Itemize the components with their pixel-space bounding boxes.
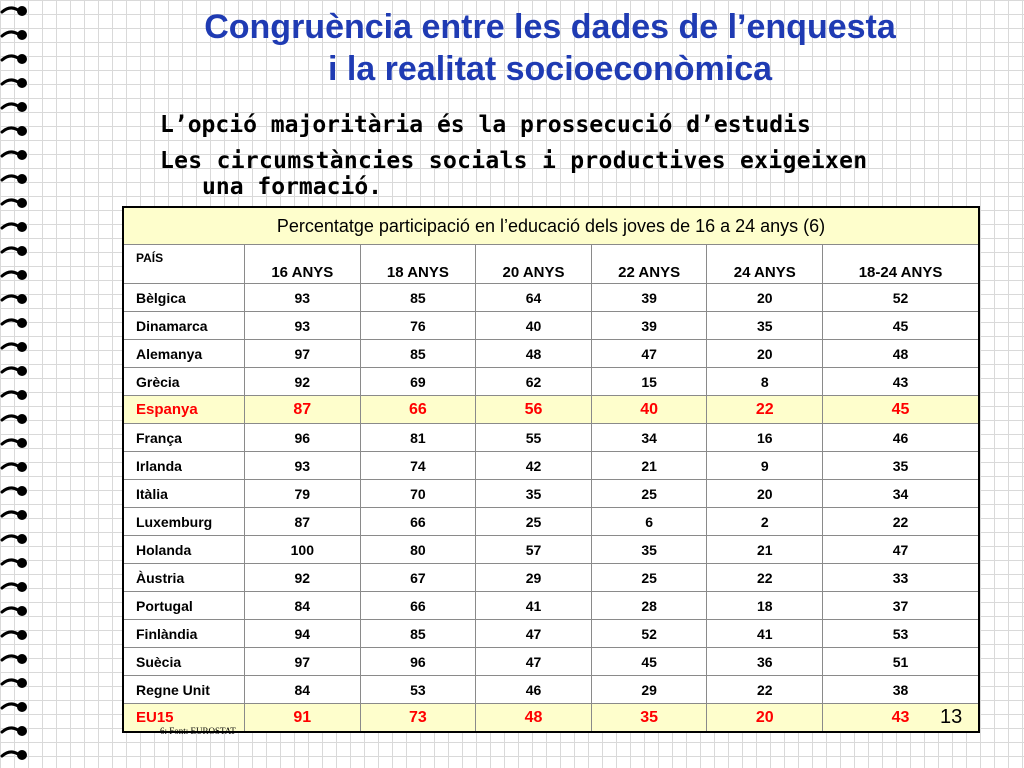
table-row xyxy=(123,704,979,733)
table-row xyxy=(123,368,979,396)
table-caption: Percentatge participació en l’educació dels joves de 16 a 24 anys (6) xyxy=(123,207,979,245)
table-row xyxy=(123,648,979,676)
value-cell: 22 xyxy=(707,676,823,704)
value-cell: 21 xyxy=(707,536,823,564)
spiral-ring xyxy=(2,246,27,256)
title-line-1: Congruència entre les dades de l’enquesta xyxy=(204,8,896,46)
value-cell: 45 xyxy=(591,648,707,676)
spiral-ring xyxy=(2,654,27,664)
bullet-2: Les circumstàncies socials i productives exigeixen xyxy=(160,148,868,174)
value-cell: 94 xyxy=(245,620,361,648)
value-cell: 85 xyxy=(360,620,476,648)
value-cell: 66 xyxy=(360,592,476,620)
value-cell: 43 xyxy=(823,368,979,396)
column-header: 16 ANYS xyxy=(245,245,361,284)
spiral-ring xyxy=(2,54,27,64)
country-cell: Suècia xyxy=(123,648,245,676)
value-cell: 69 xyxy=(360,368,476,396)
value-cell: 39 xyxy=(591,284,707,312)
spiral-ring xyxy=(2,414,27,424)
country-cell: EU15 xyxy=(123,704,245,733)
value-cell: 92 xyxy=(245,564,361,592)
country-cell: Finlàndia xyxy=(123,620,245,648)
title-line-2: i la realitat socioeconòmica xyxy=(327,50,773,88)
value-cell: 80 xyxy=(360,536,476,564)
value-cell: 20 xyxy=(707,704,823,733)
value-cell: 51 xyxy=(823,648,979,676)
value-cell: 29 xyxy=(476,564,592,592)
value-cell: 46 xyxy=(476,676,592,704)
value-cell: 93 xyxy=(245,452,361,480)
column-header: PAÍS xyxy=(123,245,245,284)
spiral-ring xyxy=(2,534,27,544)
value-cell: 85 xyxy=(360,284,476,312)
table-row xyxy=(123,340,979,368)
value-cell: 87 xyxy=(245,396,361,424)
table-caption-row xyxy=(123,207,979,245)
value-cell: 74 xyxy=(360,452,476,480)
spiral-ring xyxy=(2,726,27,736)
column-header: 18-24 ANYS xyxy=(823,245,979,284)
column-header: 24 ANYS xyxy=(707,245,823,284)
value-cell: 21 xyxy=(591,452,707,480)
spiral-ring xyxy=(2,174,27,184)
spiral-ring xyxy=(2,390,27,400)
table-row xyxy=(123,592,979,620)
value-cell: 16 xyxy=(707,424,823,452)
value-cell: 35 xyxy=(823,452,979,480)
value-cell: 41 xyxy=(476,592,592,620)
country-cell: França xyxy=(123,424,245,452)
value-cell: 47 xyxy=(823,536,979,564)
country-cell: Irlanda xyxy=(123,452,245,480)
value-cell: 57 xyxy=(476,536,592,564)
value-cell: 39 xyxy=(591,312,707,340)
country-cell: Alemanya xyxy=(123,340,245,368)
source-footnote: 6: Font: EUROSTAT xyxy=(160,726,236,736)
value-cell: 35 xyxy=(591,704,707,733)
value-cell: 48 xyxy=(476,340,592,368)
value-cell: 42 xyxy=(476,452,592,480)
value-cell: 25 xyxy=(591,564,707,592)
column-header: 18 ANYS xyxy=(360,245,476,284)
value-cell: 85 xyxy=(360,340,476,368)
value-cell: 66 xyxy=(360,396,476,424)
value-cell: 8 xyxy=(707,368,823,396)
value-cell: 47 xyxy=(476,620,592,648)
spiral-ring xyxy=(2,582,27,592)
country-cell: Grècia xyxy=(123,368,245,396)
value-cell: 20 xyxy=(707,480,823,508)
value-cell: 53 xyxy=(360,676,476,704)
value-cell: 22 xyxy=(823,508,979,536)
spiral-ring xyxy=(2,702,27,712)
value-cell: 84 xyxy=(245,676,361,704)
spiral-ring xyxy=(2,126,27,136)
value-cell: 40 xyxy=(591,396,707,424)
country-cell: Portugal xyxy=(123,592,245,620)
value-cell: 41 xyxy=(707,620,823,648)
value-cell: 96 xyxy=(360,648,476,676)
spiral-ring xyxy=(2,510,27,520)
spiral-ring xyxy=(2,342,27,352)
value-cell: 35 xyxy=(707,312,823,340)
value-cell: 55 xyxy=(476,424,592,452)
country-cell: Luxemburg xyxy=(123,508,245,536)
table-row xyxy=(123,424,979,452)
country-cell: Espanya xyxy=(123,396,245,424)
column-header: 22 ANYS xyxy=(591,245,707,284)
value-cell: 67 xyxy=(360,564,476,592)
value-cell: 66 xyxy=(360,508,476,536)
table-row xyxy=(123,312,979,340)
value-cell: 62 xyxy=(476,368,592,396)
value-cell: 38 xyxy=(823,676,979,704)
bullet-2-continuation: una formació. xyxy=(202,174,383,200)
value-cell: 87 xyxy=(245,508,361,536)
spiral-ring xyxy=(2,78,27,88)
value-cell: 48 xyxy=(823,340,979,368)
value-cell: 52 xyxy=(823,284,979,312)
spiral-ring xyxy=(2,366,27,376)
spiral-ring xyxy=(2,606,27,616)
spiral-ring xyxy=(2,558,27,568)
value-cell: 20 xyxy=(707,284,823,312)
value-cell: 52 xyxy=(591,620,707,648)
value-cell: 15 xyxy=(591,368,707,396)
table-row xyxy=(123,396,979,424)
spiral-ring xyxy=(2,750,27,760)
notebook-spiral xyxy=(0,0,34,768)
country-cell: Àustria xyxy=(123,564,245,592)
value-cell: 46 xyxy=(823,424,979,452)
value-cell: 33 xyxy=(823,564,979,592)
value-cell: 48 xyxy=(476,704,592,733)
value-cell: 56 xyxy=(476,396,592,424)
value-cell: 47 xyxy=(476,648,592,676)
value-cell: 2 xyxy=(707,508,823,536)
value-cell: 22 xyxy=(707,396,823,424)
spiral-ring xyxy=(2,30,27,40)
spiral-ring xyxy=(2,486,27,496)
value-cell: 22 xyxy=(707,564,823,592)
table-row xyxy=(123,480,979,508)
value-cell: 35 xyxy=(476,480,592,508)
value-cell: 29 xyxy=(591,676,707,704)
spiral-ring xyxy=(2,102,27,112)
table-row xyxy=(123,620,979,648)
table-row xyxy=(123,452,979,480)
table-row xyxy=(123,284,979,312)
value-cell: 34 xyxy=(591,424,707,452)
page-title xyxy=(120,6,980,90)
country-cell: Regne Unit xyxy=(123,676,245,704)
value-cell: 93 xyxy=(245,312,361,340)
table-row xyxy=(123,676,979,704)
participation-table xyxy=(122,206,980,733)
country-cell: Holanda xyxy=(123,536,245,564)
spiral-ring xyxy=(2,198,27,208)
value-cell: 53 xyxy=(823,620,979,648)
value-cell: 45 xyxy=(823,396,979,424)
spiral-ring xyxy=(2,462,27,472)
table-row xyxy=(123,508,979,536)
value-cell: 28 xyxy=(591,592,707,620)
value-cell: 84 xyxy=(245,592,361,620)
page-number: 13 xyxy=(940,706,963,728)
value-cell: 97 xyxy=(245,648,361,676)
table-row xyxy=(123,564,979,592)
value-cell: 25 xyxy=(476,508,592,536)
value-cell: 45 xyxy=(823,312,979,340)
country-cell: Itàlia xyxy=(123,480,245,508)
value-cell: 25 xyxy=(591,480,707,508)
value-cell: 20 xyxy=(707,340,823,368)
value-cell: 6 xyxy=(591,508,707,536)
table-header-row xyxy=(123,245,979,284)
spiral-ring xyxy=(2,222,27,232)
value-cell: 43 xyxy=(823,704,979,733)
value-cell: 73 xyxy=(360,704,476,733)
value-cell: 100 xyxy=(245,536,361,564)
value-cell: 34 xyxy=(823,480,979,508)
value-cell: 76 xyxy=(360,312,476,340)
value-cell: 36 xyxy=(707,648,823,676)
spiral-ring xyxy=(2,6,27,16)
value-cell: 18 xyxy=(707,592,823,620)
value-cell: 37 xyxy=(823,592,979,620)
country-cell: Dinamarca xyxy=(123,312,245,340)
value-cell: 97 xyxy=(245,340,361,368)
country-cell: Bèlgica xyxy=(123,284,245,312)
value-cell: 96 xyxy=(245,424,361,452)
spiral-ring xyxy=(2,630,27,640)
spiral-ring xyxy=(2,150,27,160)
column-header: 20 ANYS xyxy=(476,245,592,284)
value-cell: 64 xyxy=(476,284,592,312)
value-cell: 47 xyxy=(591,340,707,368)
bullet-1: L’opció majoritària és la prossecució d’estudis xyxy=(160,112,811,138)
value-cell: 40 xyxy=(476,312,592,340)
value-cell: 35 xyxy=(591,536,707,564)
spiral-ring xyxy=(2,318,27,328)
value-cell: 81 xyxy=(360,424,476,452)
spiral-ring xyxy=(2,438,27,448)
spiral-ring xyxy=(2,270,27,280)
value-cell: 79 xyxy=(245,480,361,508)
value-cell: 93 xyxy=(245,284,361,312)
table-row xyxy=(123,536,979,564)
spiral-ring xyxy=(2,294,27,304)
value-cell: 70 xyxy=(360,480,476,508)
value-cell: 91 xyxy=(245,704,361,733)
spiral-ring xyxy=(2,678,27,688)
value-cell: 9 xyxy=(707,452,823,480)
value-cell: 92 xyxy=(245,368,361,396)
